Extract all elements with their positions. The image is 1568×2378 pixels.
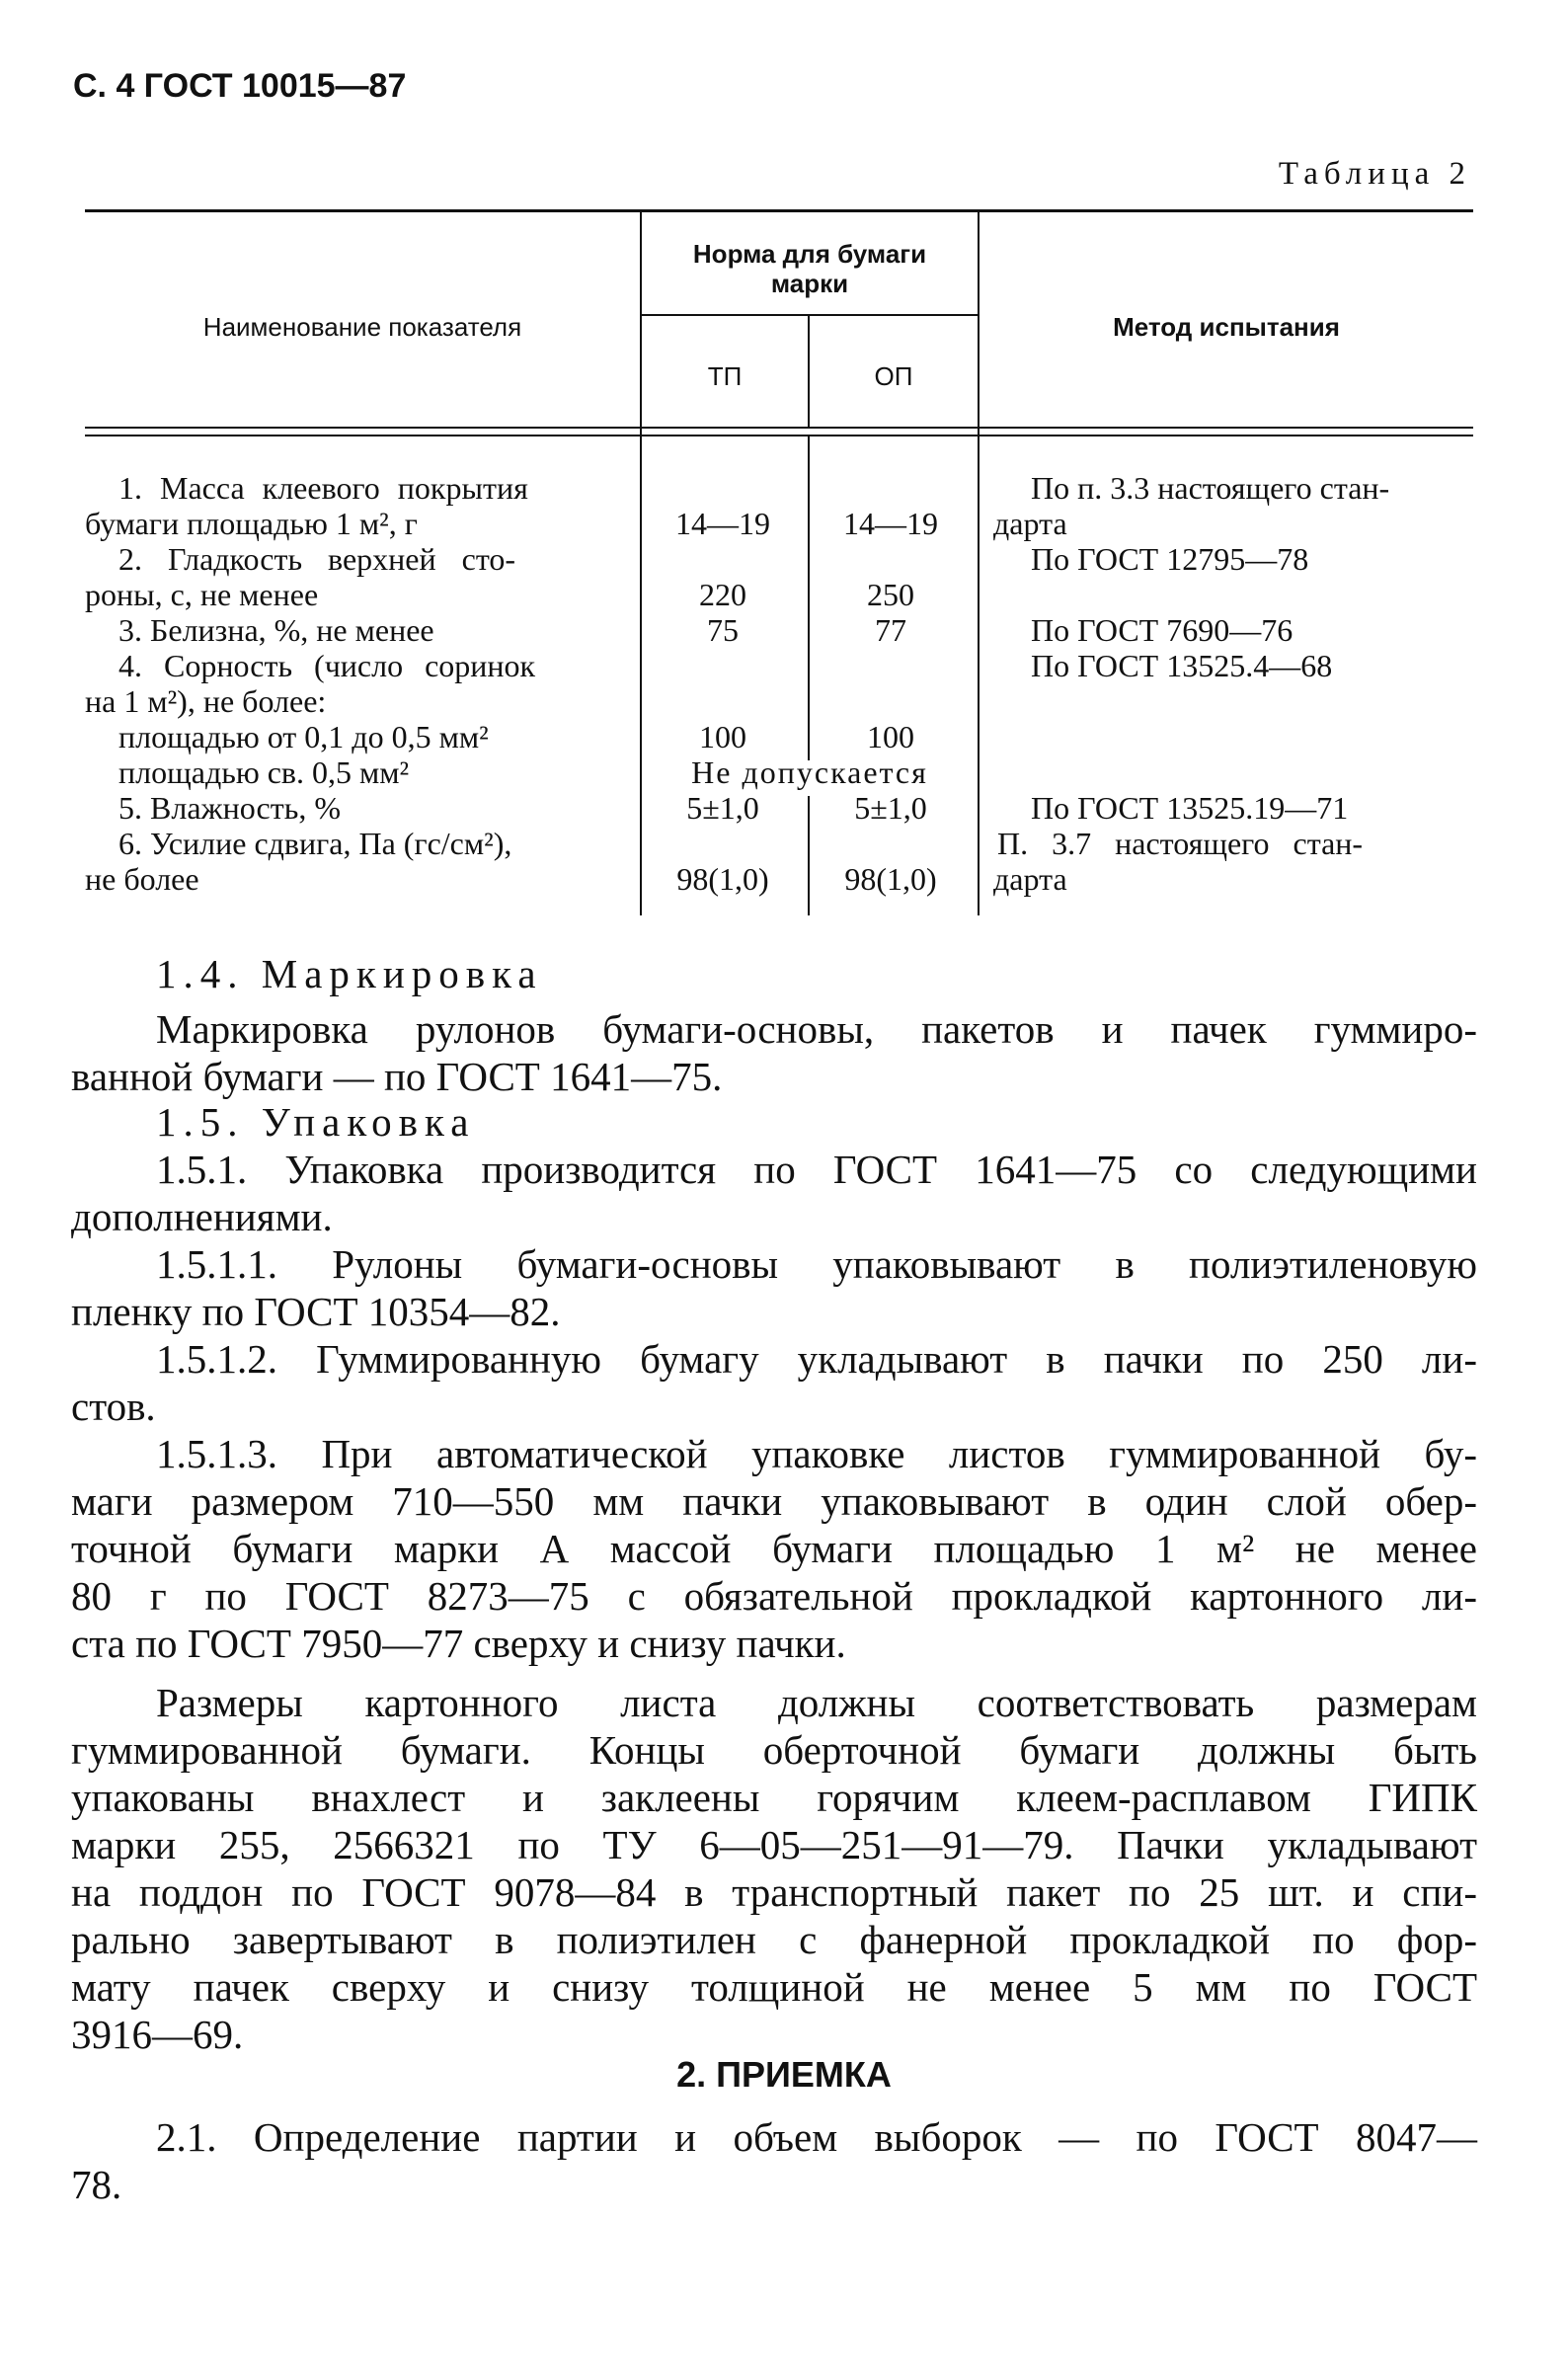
sizes-line6: рально завертывают в полиэтилен с фанерной прокладкой по фор-: [71, 1917, 1477, 1962]
table-top-rule: [85, 209, 1473, 212]
row1-method-line1: По п. 3.3 настоящего стан-: [1031, 470, 1390, 506]
row5-tp: 5±1,0: [686, 790, 759, 826]
row2-name-line1: 2. Гладкость верхней сто-: [118, 541, 516, 577]
p21-line2: 78.: [71, 2162, 122, 2207]
row4-not-allowed: Не допускается: [691, 754, 928, 790]
row2-name-line2: роны, с, не менее: [85, 577, 319, 612]
table-col-divider-2b: [808, 436, 810, 760]
row4-name-line1: 4. Сорность (число соринок: [118, 648, 536, 683]
sizes-line3: упакованы внахлест и заклеены горячим клеем-расплавом ГИПК: [71, 1775, 1477, 1820]
table-col-divider-2c: [808, 796, 810, 915]
row5-method: По ГОСТ 13525.19—71: [1031, 790, 1349, 826]
row3-name: 3. Белизна, %, не менее: [118, 612, 434, 648]
p21-line1: 2.1. Определение партии и объем выборок — по ГОСТ 8047—: [156, 2114, 1477, 2160]
row6-name-line2: не более: [85, 861, 199, 897]
row2-op: 250: [867, 577, 914, 612]
p1513-line5: ста по ГОСТ 7950—77 сверху и снизу пачки.: [71, 1621, 846, 1666]
row5-name: 5. Влажность, %: [118, 790, 341, 826]
row1-op: 14—19: [843, 506, 938, 541]
row3-tp: 75: [707, 612, 739, 648]
row6-method-line1: П. 3.7 настоящего стан-: [997, 826, 1364, 861]
header-method: Метод испытания: [1113, 312, 1340, 342]
sizes-line2: гуммированной бумаги. Концы оберточной бумаги должны быть: [71, 1727, 1477, 1773]
table-caption: Таблица 2: [1278, 156, 1471, 192]
p151-line2: дополнениями.: [71, 1194, 333, 1239]
p151-line1: 1.5.1. Упаковка производится по ГОСТ 1641—75 со следующими: [156, 1147, 1477, 1192]
marking-text-line1: Маркировка рулонов бумаги-основы, пакетов и пачек гуммиро-: [156, 1006, 1477, 1052]
p1513-line1: 1.5.1.3. При автоматической упаковке листов гуммированной бу-: [156, 1431, 1477, 1476]
row3-method: По ГОСТ 7690—76: [1031, 612, 1294, 648]
row4-name-line3: площадью от 0,1 до 0,5 мм²: [118, 719, 489, 754]
row3-op: 77: [875, 612, 906, 648]
row6-name-line1: 6. Усилие сдвига, Па (гс/см²),: [118, 826, 512, 861]
row1-method-line2: дарта: [993, 506, 1067, 541]
header-tp: ТП: [707, 361, 743, 391]
p1511-line2: пленку по ГОСТ 10354—82.: [71, 1289, 561, 1334]
p1513-line2: маги размером 710—550 мм пачки упаковывают в один слой обер-: [71, 1478, 1477, 1524]
header-indicator: Наименование показателя: [202, 312, 522, 342]
row5-op: 5±1,0: [854, 790, 927, 826]
row4-tp: 100: [699, 719, 746, 754]
section2-title: 2. ПРИЕМКА: [676, 2054, 892, 2095]
p1513-line4: 80 г по ГОСТ 8273—75 с обязательной прокладкой картонного ли-: [71, 1573, 1477, 1619]
header-bottom-rule-2: [85, 435, 1473, 436]
row4-name-line2: на 1 м²), не более:: [85, 683, 327, 719]
row1-name-line1: 1. Масса клеевого покрытия: [118, 470, 528, 506]
row1-tp: 14—19: [675, 506, 770, 541]
row1-name-line2: бумаги площадью 1 м², г: [85, 506, 418, 541]
row2-tp: 220: [699, 577, 746, 612]
sizes-line5: на поддон по ГОСТ 9078—84 в транспортный пакет по 25 шт. и спи-: [71, 1869, 1477, 1915]
row6-method-line2: дарта: [993, 861, 1067, 897]
p1512-line2: стов.: [71, 1384, 156, 1429]
p1511-line1: 1.5.1.1. Рулоны бумаги-основы упаковывают в полиэтиленовую: [156, 1241, 1477, 1287]
sizes-line7: мату пачек сверху и снизу толщиной не менее 5 мм по ГОСТ: [71, 1964, 1477, 2010]
marking-heading: 1.4. Маркировка: [156, 951, 543, 996]
header-subdivider: [640, 314, 980, 316]
row6-tp: 98(1,0): [676, 861, 769, 897]
row4-name-line4: площадью св. 0,5 мм²: [118, 754, 410, 790]
row4-op: 100: [867, 719, 914, 754]
row4-method: По ГОСТ 13525.4—68: [1031, 648, 1333, 683]
p1512-line1: 1.5.1.2. Гуммированную бумагу укладывают в пачки по 250 ли-: [156, 1336, 1477, 1382]
table-col-divider-1: [640, 212, 642, 915]
marking-text-line2: ванной бумаги — по ГОСТ 1641—75.: [71, 1054, 723, 1099]
packing-heading: 1.5. Упаковка: [156, 1099, 476, 1145]
page-header: С. 4 ГОСТ 10015—87: [73, 67, 407, 105]
header-op: ОП: [874, 361, 913, 391]
header-norm: Норма для бумаги марки: [692, 239, 927, 298]
p1513-line3: точной бумаги марки А массой бумаги площадью 1 м² не менее: [71, 1526, 1477, 1571]
sizes-line4: марки 255, 2566321 по ТУ 6—05—251—91—79. Пачки укладывают: [71, 1822, 1477, 1867]
row2-method: По ГОСТ 12795—78: [1031, 541, 1309, 577]
header-bottom-rule-1: [85, 427, 1473, 429]
row6-op: 98(1,0): [844, 861, 937, 897]
sizes-line1: Размеры картонного листа должны соответствовать размерам: [156, 1680, 1477, 1725]
sizes-line8: 3916—69.: [71, 2012, 244, 2057]
